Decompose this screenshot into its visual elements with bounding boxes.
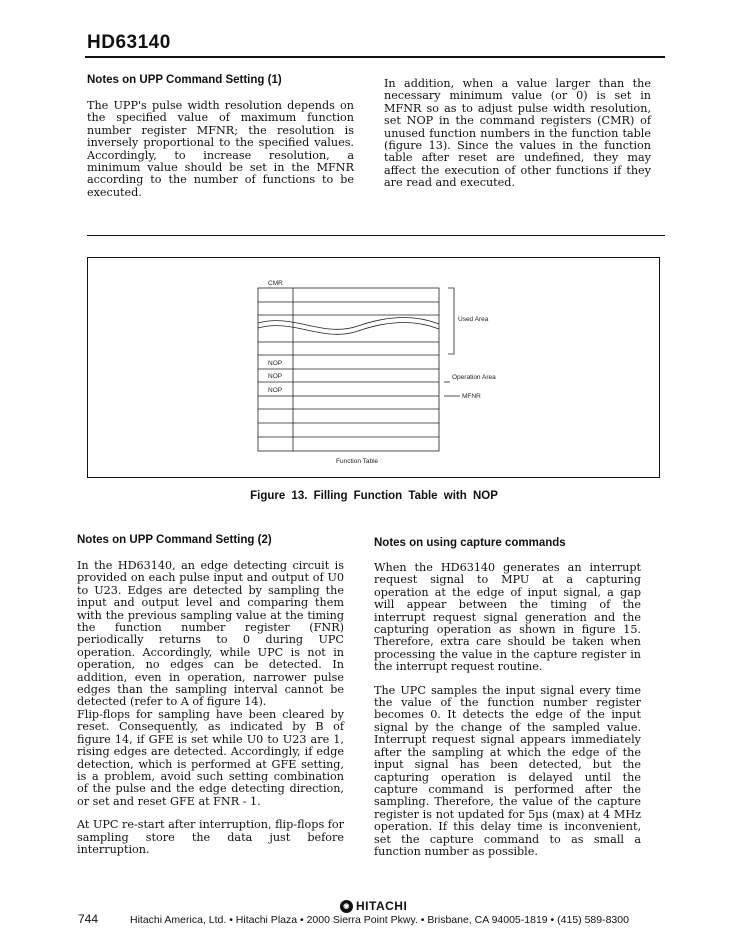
function-table-label: Function Table (336, 458, 379, 465)
figure-13 (87, 257, 660, 478)
nop-label-3: NOP (268, 387, 283, 394)
notes-capture-heading: Notes on using capture commands (374, 537, 566, 549)
notes-upp-1-para2 (384, 78, 651, 190)
page-number: 744 (78, 912, 99, 926)
brand-name: HITACHI (356, 899, 408, 913)
figure-caption: Figure 13. Filling Function Table with NOP (250, 490, 498, 502)
notes-capture-body (374, 562, 641, 858)
document-id: HD63140 (87, 32, 171, 53)
notes-upp-1-heading: Notes on UPP Command Setting (1) (87, 74, 282, 86)
operation-area-label: Operation Area (452, 374, 496, 381)
used-area-label: Used Area (458, 316, 489, 323)
hitachi-mark-icon: ◉ (340, 900, 353, 913)
notes-upp-1-para1 (87, 100, 354, 199)
paragraph: In addition, when a value larger than the necessary minimum value (or 0) is set in MFNR so as to adjust pulse width resolution, set NOP in the command registers (CMR) of unused function numbers in the function table (figure 13). Since the values in the function table after reset are undefined, they may affect the execution of other functions if they are read and executed. (384, 77, 651, 190)
paragraph: The UPC samples the input signal every time the value of the function number register becomes 0. It detects the edge of the input signal by the change of the sampled value. Interrupt request signal appears immediately after the sampling at which the edge of the input signal has been detected, but the capturing operation is delayed until the capture command is performed after the sampling. Therefore, the value of the capture register is not updated for 5µs (max) at 4 MHz operation. If this delay time is inconvenient, set the capture command to as small a function number as possible. (374, 683, 641, 858)
section-rule (87, 235, 665, 236)
nop-label-2: NOP (268, 373, 283, 380)
cmr-label: CMR (268, 280, 283, 287)
footer-address: Hitachi America, Ltd. • Hitachi Plaza • 2000 Sierra Point Pkwy. • Brisbane, CA 94005-1819 • (415) 589-8300 (130, 914, 629, 926)
hitachi-logo (340, 899, 407, 913)
nop-label-1: NOP (268, 360, 283, 367)
notes-upp-2-body (77, 560, 344, 856)
function-table-diagram (88, 258, 659, 477)
header-rule (85, 56, 665, 58)
paragraph: At UPC re-start after interruption, flip-flops for sampling store the data just before interruption. (77, 818, 344, 856)
paragraph: When the HD63140 generates an interrupt request signal to MPU at a capturing operation at the edge of input signal, a gap will appear between the timing of the interrupt request signal generation and the capturing operation as shown in figure 15. Therefore, extra care should be taken when processing the value in the capture register in the interrupt request routine. (374, 561, 641, 674)
paragraph: Flip-flops for sampling have been cleared by reset. Consequently, as indicated by B of figure 14, if GFE is set while U0 to U23 are 1, rising edges are detected. Accordingly, if edge detection, which is performed at GFE setting, is a problem, avoid such setting combination of the pulse and the edge detecting direction, or set and reset GFE at FNR - 1. (77, 707, 344, 808)
paragraph: In the HD63140, an edge detecting circuit is provided on each pulse input and output of U0 to U23. Edges are detected by sampling the input and output level and comparing them with the previous sampling value at the timing the function number register (FNR) periodically returns to 0 during UPC operation. Accordingly, while UPC is not in operation, no edges can be detected. In addition, even in operation, narrower pulse edges than the sampling interval cannot be detected (refer to A of figure 14). (77, 559, 344, 709)
paragraph: The UPP's pulse width resolution depends on the specified value of maximum function number register MFNR; the resolution is inversely proportional to the specified values. Accordingly, to increase resolution, a minimum value should be set in the MFNR according to the number of functions to be executed. (87, 99, 354, 199)
notes-upp-2-heading: Notes on UPP Command Setting (2) (77, 534, 272, 546)
mfnr-label: MFNR (462, 393, 481, 400)
